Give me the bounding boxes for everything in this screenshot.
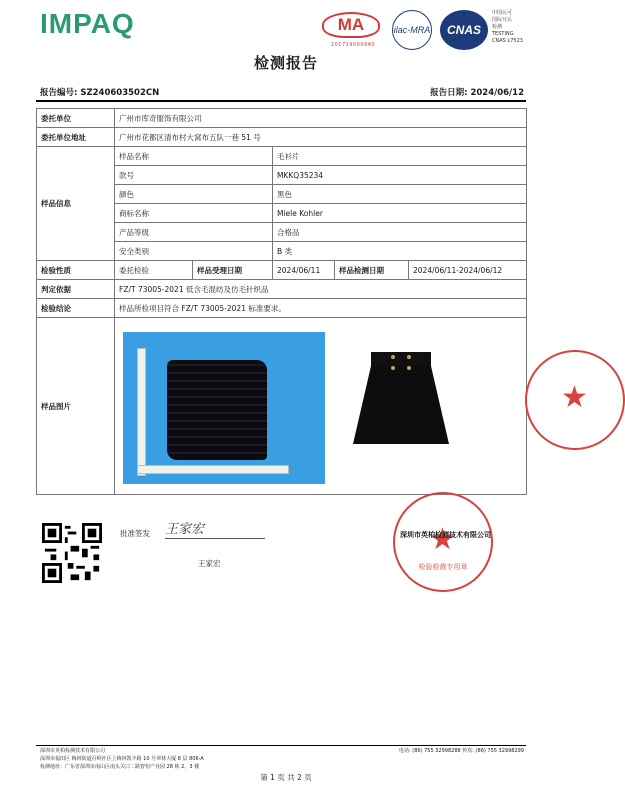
sample-field-value: 合格品: [273, 223, 527, 242]
report-number: 报告编号: SZ240603502CN: [40, 88, 160, 98]
sample-photo-skirt: [349, 348, 453, 448]
basis-row: [37, 280, 527, 299]
signer-name: 王家宏: [198, 559, 221, 568]
cnas-text: 中国认可 国际互认 检测 TESTING CNAS L7523: [492, 10, 523, 44]
company-seal: ★ 检验检测专用章: [393, 492, 493, 592]
photos-label: 样品图片: [37, 318, 115, 495]
signature-line: [165, 538, 265, 539]
photos-row: [37, 318, 527, 495]
cnas-logo: CNAS: [440, 10, 488, 50]
client-label: 委托单位: [37, 109, 115, 128]
side-seal: ★: [525, 350, 625, 450]
sample-field-label: 安全类别: [115, 242, 273, 261]
photos-cell: [115, 318, 527, 495]
cma-logo: MA 201719000940: [322, 10, 384, 50]
seal-sub-text: 检验检测专用章: [418, 563, 468, 571]
company-logo: IMPAQ: [40, 8, 135, 39]
certification-marks: [322, 10, 532, 50]
sample-field-value: MKKQ35234: [273, 166, 527, 185]
footer-divider: [36, 745, 526, 746]
footer-address: 深圳市英柏检测技术有限公司 深圳市福田区 梅林街道孖岭社区上梅林凯丰路 10 号翠林大厦 8 层 806-A 检测地址：广东省深圳市南山区南头关口二路智恒产业园 28 栋 2、3 楼: [40, 748, 204, 770]
sample-info-label: 样品信息: [37, 147, 115, 261]
sample-field-label: 款号: [115, 166, 273, 185]
ilac-mra-logo: ilac-MRA: [392, 10, 432, 50]
header-divider: [36, 100, 526, 102]
ruler: [137, 465, 289, 474]
report-title: 检测报告: [253, 54, 318, 72]
sample-field-value: B 类: [273, 242, 527, 261]
client-address-row: [37, 128, 527, 147]
conclusion-row: [37, 299, 527, 318]
sample-field-value: Miele Kohler: [273, 204, 527, 223]
client-row: [37, 109, 527, 128]
sample-photo-knit: [123, 332, 325, 484]
conclusion-value: 样品所检项目符合 FZ/T 73005-2021 标准要求。: [115, 299, 527, 318]
knit-fabric: [167, 360, 267, 460]
approval-label: 批准签发: [120, 529, 150, 538]
sample-field-value: 黑色: [273, 185, 527, 204]
test-date-value: 2024/06/11-2024/06/12: [409, 261, 527, 280]
basis-label: 判定依据: [37, 280, 115, 299]
sample-field-label: 产品等级: [115, 223, 273, 242]
sample-field-label: 商标名称: [115, 204, 273, 223]
client-value: 广州市库奇服饰有限公司: [115, 109, 527, 128]
inspection-value: 委托检验: [115, 261, 193, 280]
cma-number: 201719000940: [330, 42, 376, 48]
inspection-row: [37, 261, 527, 280]
test-date-label: 样品检测日期: [335, 261, 409, 280]
inspection-label: 检验性质: [37, 261, 115, 280]
client-address-value: 广州市花都区清布村大窝布五队一巷 51 号: [115, 128, 527, 147]
seal-company-name: 深圳市英柏检测技术有限公司: [400, 531, 491, 539]
sample-field-value: 毛衫片: [273, 147, 527, 166]
client-address-label: 委托单位地址: [37, 128, 115, 147]
signature: 王家宏: [165, 522, 205, 537]
received-date-label: 样品受理日期: [193, 261, 273, 280]
qr-code: [42, 523, 102, 583]
report-table: [36, 108, 527, 495]
ruler: [137, 348, 146, 476]
sample-info-row: [37, 147, 527, 166]
received-date-value: 2024/06/11: [273, 261, 335, 280]
report-date: 报告日期: 2024/06/12: [430, 88, 524, 98]
sample-field-label: 样品名称: [115, 147, 273, 166]
conclusion-label: 检验结论: [37, 299, 115, 318]
sample-field-label: 颜色: [115, 185, 273, 204]
basis-value: FZ/T 73005-2021 低含毛混纺及仿毛针织品: [115, 280, 527, 299]
page-number: 第 1 页 共 2 页: [260, 773, 312, 782]
footer-contact: 电话: (86) 755 32998288 传真: (86) 755 32998299: [398, 748, 524, 754]
